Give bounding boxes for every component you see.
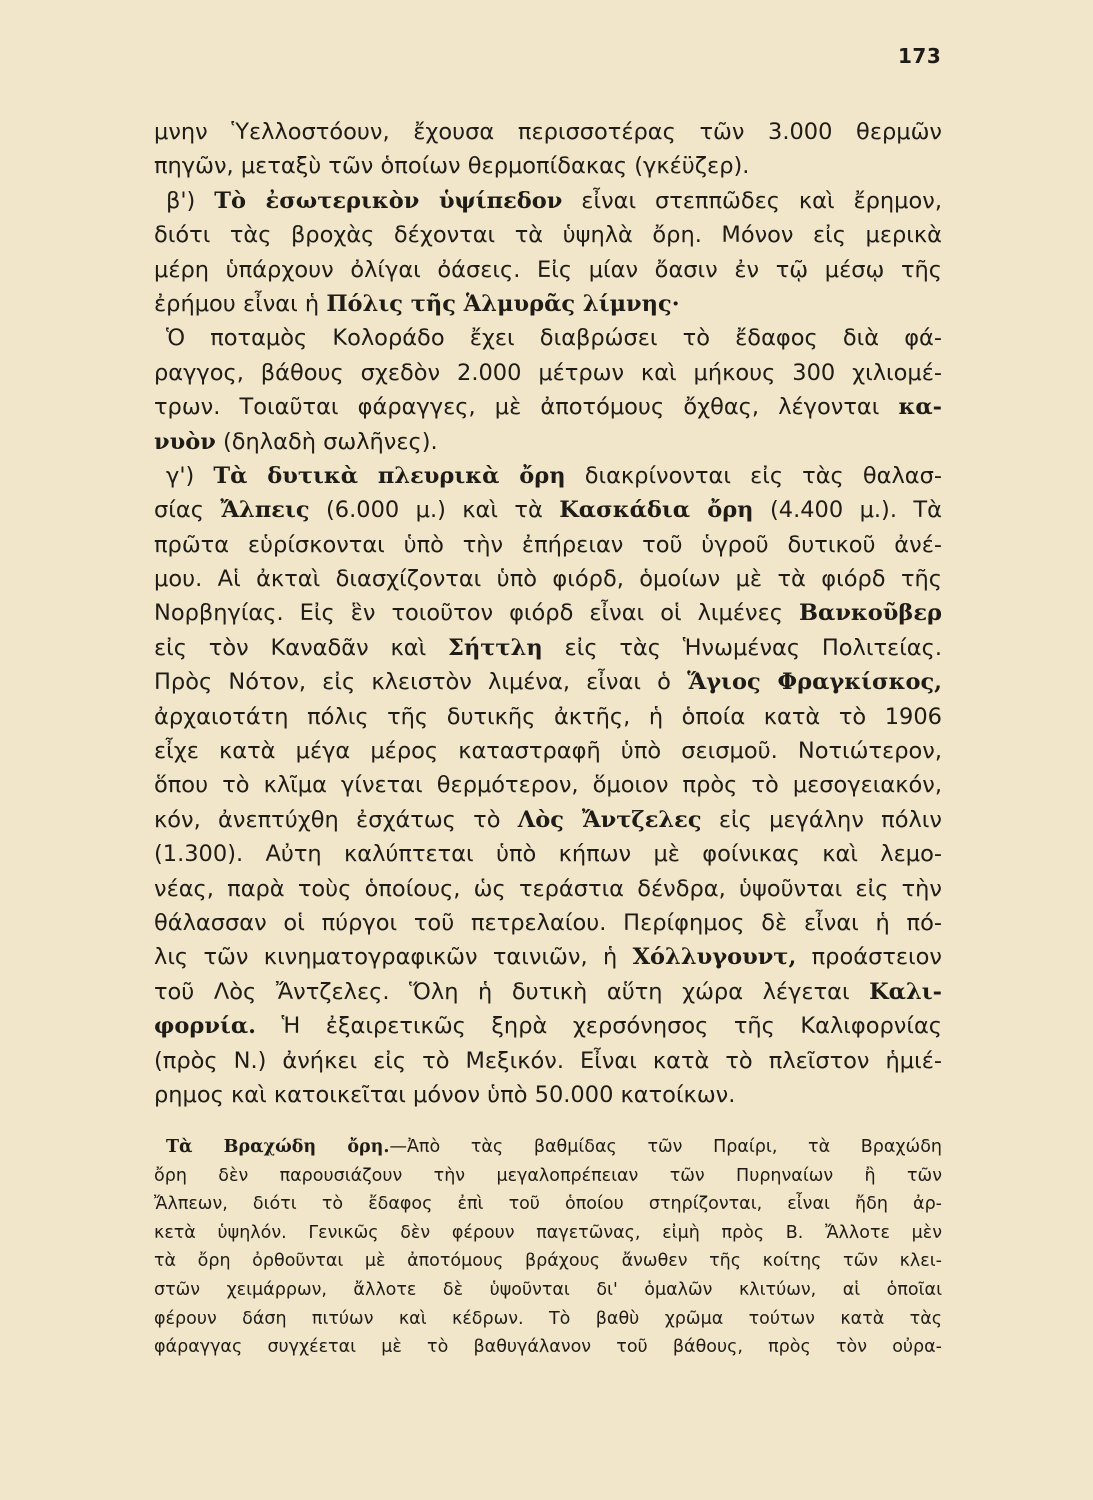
text-line	[154, 1044, 942, 1078]
text-run: Ἄλπεων, διότι τὸ ἔδαφος ἐπὶ τοῦ ὁποίου στηρίζονται, εἶναι ἤδη ἀρ-	[154, 1194, 942, 1215]
text-run: εἰς μεγάλην πόλιν	[701, 806, 942, 833]
text-line	[154, 115, 942, 149]
text-line	[154, 1305, 942, 1334]
text-line	[154, 356, 942, 390]
bold-term: Ἅγιος Φραγκίσκος,	[687, 669, 942, 696]
text-line	[154, 1247, 942, 1276]
text-run: σίας	[154, 497, 221, 524]
text-line	[154, 700, 942, 734]
text-run: κετὰ ὑψηλόν. Γενικῶς δὲν φέρουν παγετῶνας, εἰμὴ πρὸς Β. Ἄλλοτε μὲν	[154, 1222, 942, 1243]
text-run: (δηλαδὴ σωλῆνες).	[215, 428, 438, 455]
text-run: β')	[166, 187, 215, 214]
text-run: θάλασσαν οἱ πύργοι τοῦ πετρελαίου. Περίφημος δὲ εἶναι ἡ πό-	[154, 909, 942, 936]
bold-term: Σήττλη	[448, 634, 543, 661]
text-line	[154, 425, 942, 459]
text-line	[154, 253, 942, 287]
text-line	[154, 837, 942, 871]
bold-term: Καλι-	[869, 978, 942, 1005]
text-run: ὄρη δὲν παρουσιάζουν τὴν μεγαλοπρέπειαν τῶν Πυρηναίων ἢ τῶν	[154, 1165, 942, 1186]
text-line	[154, 906, 942, 940]
text-line	[154, 631, 942, 665]
bold-term: φορνία.	[154, 1013, 256, 1040]
text-run: εἰς τὸν Καναδᾶν καὶ	[154, 634, 449, 661]
text-line	[154, 596, 942, 630]
text-run: ρημος καὶ κατοικεῖται μόνον ὑπὸ 50.000 κατοίκων.	[154, 1081, 736, 1108]
text-run: τὰ ὄρη ὀρθοῦνται μὲ ἀποτόμους βράχους ἄνωθεν τῆς κοίτης τῶν κλει-	[154, 1251, 942, 1272]
text-line	[154, 1333, 942, 1362]
page-number: 173	[898, 44, 942, 68]
main-body-text	[154, 115, 942, 1112]
text-line	[154, 493, 942, 527]
text-line	[154, 768, 942, 802]
text-line	[154, 1133, 942, 1162]
text-run: πρῶτα εὑρίσκονται ὑπὸ τὴν ἐπήρειαν τοῦ ὑγροῦ δυτικοῦ ἀνέ-	[154, 531, 942, 558]
text-run: Νορβηγίας. Εἰς ἓν τοιοῦτον φιόρδ εἶναι οἱ λιμένες	[154, 600, 799, 627]
bold-term: νυὸν	[154, 428, 216, 455]
text-line	[154, 184, 942, 218]
text-run: νέας, παρὰ τοὺς ὁποίους, ὡς τεράστια δένδρα, ὑψοῦνται εἰς τὴν	[154, 875, 942, 902]
text-run: (6.000 μ.) καὶ τὰ	[309, 497, 560, 524]
text-run: (1.300). Αὐτη καλύπτεται ὑπὸ κήπων μὲ φοίνικας καὶ λεμο-	[154, 841, 942, 868]
bold-term: Λὸς Ἄντζελες	[517, 806, 702, 833]
text-run: προάστειον	[796, 944, 942, 971]
text-line	[154, 940, 942, 974]
bold-term: Ἄλπεις	[220, 497, 310, 524]
text-run: εἶχε κατὰ μέγα μέρος καταστραφῆ ὑπὸ σεισμοῦ. Νοτιώτερον,	[154, 738, 942, 765]
text-line	[154, 459, 942, 493]
text-line	[154, 1078, 942, 1112]
text-run: πηγῶν, μεταξὺ τῶν ὁποίων θερμοπίδακας (γκέϋζερ).	[154, 153, 750, 180]
text-line	[154, 734, 942, 768]
text-run: φάραγγας συγχέεται μὲ τὸ βαθυγάλανον τοῦ βάθους, πρὸς τὸν οὐρα-	[154, 1337, 942, 1358]
bold-term: Πόλις τῆς Ἁλμυρᾶς λίμνης·	[326, 290, 680, 317]
text-run: τρων. Τοιαῦται φάραγγες, μὲ ἀποτόμους ὄχθας, λέγονται	[154, 394, 899, 421]
text-run: εἶναι στεππῶδες καὶ ἔρημον,	[562, 187, 942, 214]
text-line	[154, 1276, 942, 1305]
text-line	[154, 1009, 942, 1043]
text-line	[154, 321, 942, 355]
text-run: λις τῶν κινηματογραφικῶν ταινιῶν, ἡ	[154, 944, 633, 971]
text-run: (πρὸς Ν.) ἀνήκει εἰς τὸ Μεξικόν. Εἶναι κατὰ τὸ πλεῖστον ἡμιέ-	[154, 1047, 942, 1074]
text-run: μέρη ὑπάρχουν ὀλίγαι ὀάσεις. Εἰς μίαν ὄασιν ἐν τῷ μέσῳ τῆς	[154, 256, 942, 283]
text-run: μνην Ὑελλοστόουν, ἔχουσα περισσοτέρας τῶν 3.000 θερμῶν	[154, 119, 942, 145]
text-line	[154, 149, 942, 183]
text-run: κόν, ἀνεπτύχθη ἐσχάτως τὸ	[154, 806, 518, 833]
text-run: διότι τὰς βροχὰς δέχονται τὰ ὑψηλὰ ὄρη. Μόνον εἰς μερικὰ	[154, 222, 942, 249]
text-run: Πρὸς Νότον, εἰς κλειστὸν λιμένα, εἶναι ὁ	[154, 669, 688, 696]
footnote-text	[154, 1133, 942, 1362]
text-run: ἐρήμου εἶναι ἡ	[154, 290, 327, 317]
text-run: εἰς τὰς Ἡνωμένας Πολιτείας.	[542, 634, 943, 661]
text-line	[154, 665, 942, 699]
text-run: γ')	[166, 462, 214, 489]
text-run: ραγγος, βάθους σχεδὸν 2.000 μέτρων καὶ μήκους 300 χιλιομέ-	[154, 359, 942, 386]
text-line	[154, 562, 942, 596]
bold-term: Χόλλυγουντ,	[632, 944, 797, 971]
text-line	[154, 218, 942, 252]
text-run: μου. Αἱ ἀκταὶ διασχίζονται ὑπὸ φιόρδ, ὁμοίων μὲ τὰ φιόρδ τῆς	[154, 566, 942, 593]
text-run: Ὁ ποταμὸς Κολοράδο ἔχει διαβρώσει τὸ ἔδαφος διὰ φά-	[166, 325, 942, 352]
text-line	[154, 872, 942, 906]
bold-term: Τὰ Βραχώδη ὄρη.	[166, 1137, 390, 1157]
text-run: τοῦ Λὸς Ἄντζελες. Ὅλη ἡ δυτικὴ αὕτη χώρα λέγεται	[154, 978, 870, 1005]
text-run: Ἡ ἐξαιρετικῶς ξηρὰ χερσόνησος τῆς Καλιφορνίας	[255, 1013, 942, 1040]
bold-term: κα-	[898, 394, 942, 421]
text-line	[154, 1162, 942, 1191]
text-line	[154, 975, 942, 1009]
text-run: φέρουν δάση πιτύων καὶ κέδρων. Τὸ βαθὺ χρῶμα τούτων κατὰ τὰς	[154, 1308, 942, 1329]
bold-term: Βανκοῦβερ	[798, 600, 942, 627]
text-run: ἀρχαιοτάτη πόλις τῆς δυτικῆς ἀκτῆς, ἡ ὁποία κατὰ τὸ 1906	[154, 703, 942, 730]
text-run: (4.400 μ.). Τὰ	[753, 497, 942, 524]
text-line	[154, 1190, 942, 1219]
text-run: διακρίνονται εἰς τὰς θαλασ-	[565, 462, 942, 489]
bold-term: Τὰ δυτικὰ πλευρικὰ ὄρη	[213, 462, 566, 489]
text-line	[154, 287, 942, 321]
text-line	[154, 390, 942, 424]
text-run: ὅπου τὸ κλῖμα γίνεται θερμότερον, ὅμοιον πρὸς τὸ μεσογειακόν,	[154, 772, 942, 799]
text-line	[154, 803, 942, 837]
text-line	[154, 528, 942, 562]
text-line	[154, 1219, 942, 1248]
text-run: στῶν χειμάρρων, ἄλλοτε δὲ ὑψοῦνται δι' ὁμαλῶν κλιτύων, αἱ ὁποῖαι	[154, 1279, 942, 1300]
text-run: —Ἀπὸ τὰς βαθμίδας τῶν Πραίρι, τὰ Βραχώδη	[389, 1137, 942, 1157]
bold-term: Κασκάδια ὄρη	[559, 497, 754, 524]
bold-term: Τὸ ἐσωτερικὸν ὑψίπεδον	[214, 187, 563, 214]
